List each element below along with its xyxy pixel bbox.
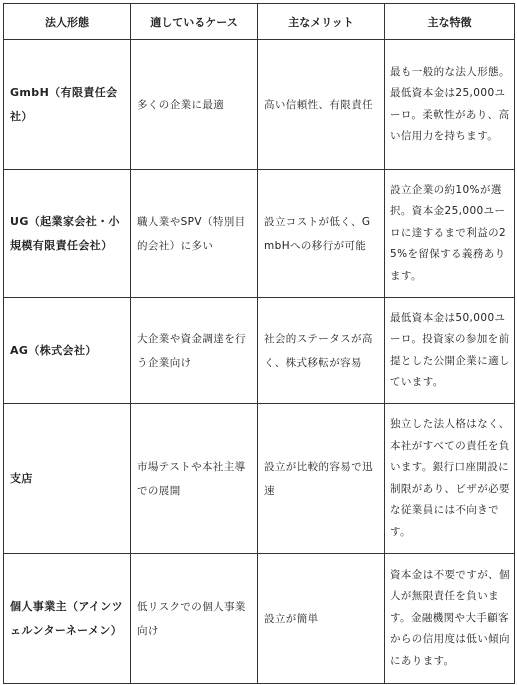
legal-form-cell: GmbH（有限責任会社）: [4, 40, 131, 170]
suitable-case-cell: 大企業や資金調達を行う企業向け: [131, 298, 258, 404]
table-row: [4, 404, 515, 554]
suitable-case-cell: 市場テストや本社主導での展開: [131, 404, 258, 554]
main-merit-cell: 設立が比較的容易で迅速: [258, 404, 385, 554]
main-merit-cell: 高い信頼性、有限責任: [258, 40, 385, 170]
legal-form-cell: 支店: [4, 404, 131, 554]
suitable-case-cell: 職人業やSPV（特別目的会社）に多い: [131, 170, 258, 298]
legal-form-cell: AG（株式会社）: [4, 298, 131, 404]
legal-forms-comparison-table: [3, 3, 515, 684]
table-row: [4, 170, 515, 298]
header-legal-form: 法人形態: [4, 4, 131, 40]
main-feature-cell: 独立した法人格はなく、本社がすべての責任を負います。銀行口座開設に制限があり、ビザが必要な従業員には不向きです。: [385, 404, 515, 554]
header-main-feature: 主な特徴: [385, 4, 515, 40]
table-row: [4, 298, 515, 404]
main-feature-cell: 最も一般的な法人形態。最低資本金は25,000ユーロ。柔軟性があり、高い信用力を持ちます。: [385, 40, 515, 170]
header-suitable-case: 適しているケース: [131, 4, 258, 40]
suitable-case-cell: 多くの企業に最適: [131, 40, 258, 170]
table-row: [4, 40, 515, 170]
table-header-row: [4, 4, 515, 40]
table-row: [4, 554, 515, 684]
legal-form-cell: 個人事業主（アインツェルンターネーメン）: [4, 554, 131, 684]
main-merit-cell: 設立コストが低く、GmbHへの移行が可能: [258, 170, 385, 298]
main-feature-cell: 最低資本金は50,000ユーロ。投資家の参加を前提とした公開企業に適しています。: [385, 298, 515, 404]
main-feature-cell: 資本金は不要ですが、個人が無限責任を負います。金融機関や大手顧客からの信用度は低い傾向にあります。: [385, 554, 515, 684]
legal-form-cell: UG（起業家会社・小規模有限責任会社）: [4, 170, 131, 298]
suitable-case-cell: 低リスクでの個人事業向け: [131, 554, 258, 684]
main-feature-cell: 設立企業の約10%が選択。資本金25,000ユーロに達するまで利益の25%を留保する義務あります。: [385, 170, 515, 298]
main-merit-cell: 設立が簡単: [258, 554, 385, 684]
main-merit-cell: 社会的ステータスが高く、株式移転が容易: [258, 298, 385, 404]
header-main-merit: 主なメリット: [258, 4, 385, 40]
